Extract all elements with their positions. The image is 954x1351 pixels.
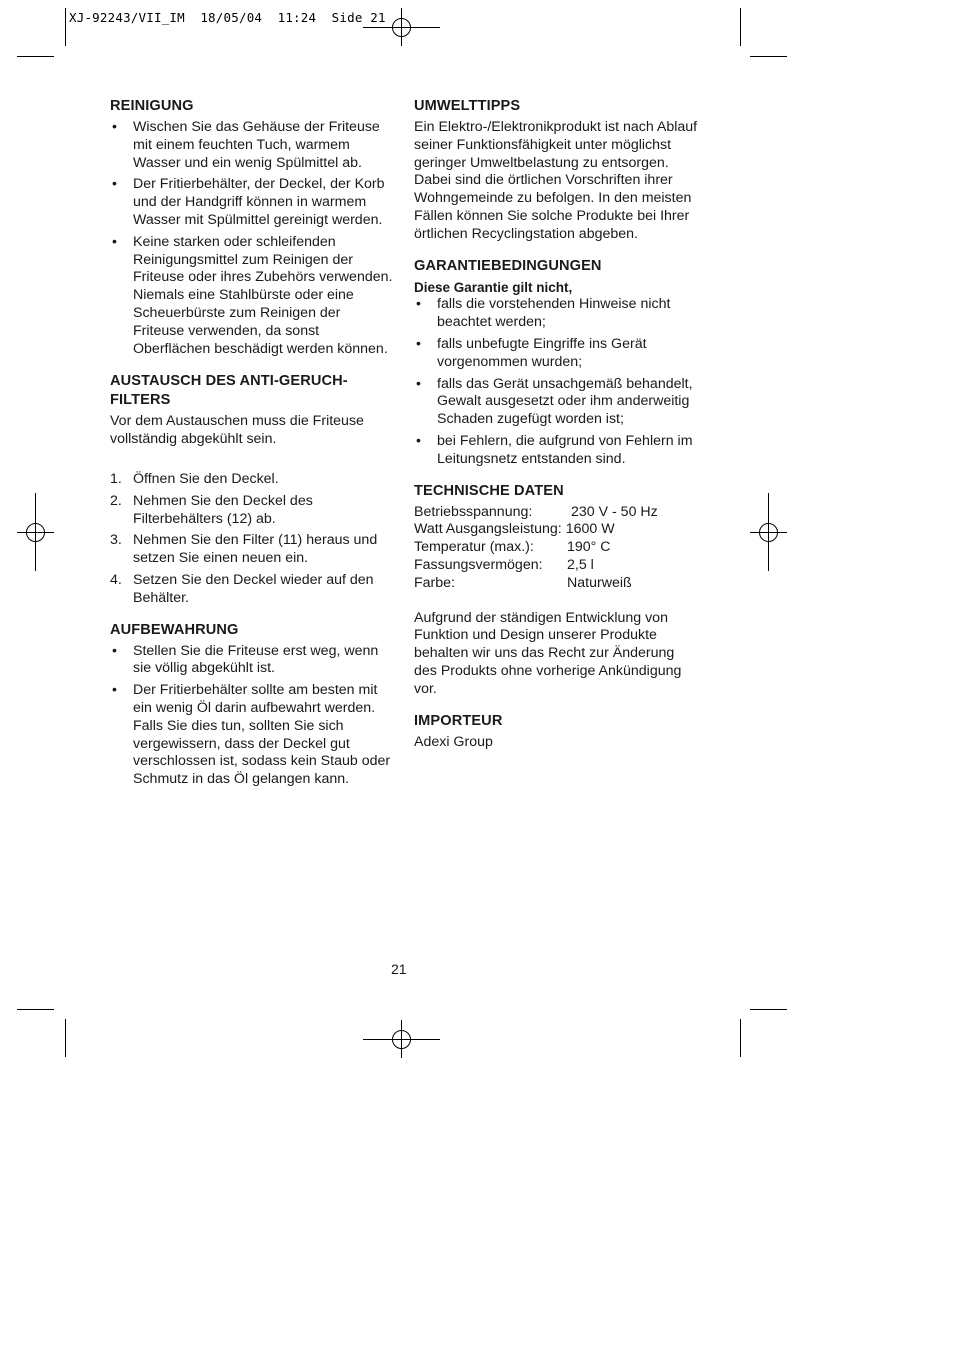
list-item: [110, 471, 395, 489]
spec-table: [414, 504, 658, 593]
heading-line: AUSTAUSCH DES ANTI-GERUCH-: [110, 373, 348, 390]
bullet-list: [110, 643, 395, 789]
step-number: 2.: [110, 492, 122, 509]
intro-text: Vor dem Austauschen muss die Friteuse vollständig abgekühlt sein.: [110, 413, 364, 448]
table-row: [414, 575, 658, 593]
list-item: [110, 493, 395, 529]
list-item: • Keine starken oder schleifenden Reinigungsmittel zum Reinigen der Friteuse oder ihres Zubehörs verwenden. Niemals eine Stahlbürste oder eine Scheuerbürste zum Reinigen der Friteuse verwenden, da sonst Oberflächen beschädigt werden können.: [110, 234, 395, 359]
sub-heading: Diese Garantie gilt nicht,: [414, 279, 573, 295]
section-garantie: [414, 257, 699, 469]
spec-value: [567, 574, 658, 593]
spec-value: [567, 556, 658, 575]
bullet-list: [110, 119, 395, 358]
section-heading: REINIGUNG: [110, 98, 194, 114]
table-row: [414, 539, 658, 557]
step-text: Nehmen Sie den Filter (11) heraus und setzen Sie einen neuen ein.: [133, 532, 378, 567]
spec-label: Farbe:: [414, 574, 456, 591]
step-number: 3.: [110, 532, 122, 549]
list-item: • bei Fehlern, die aufgrund von Fehlern im Leitungsnetz entstanden sind.: [414, 433, 699, 469]
section-heading: UMWELTTIPPS: [414, 98, 521, 114]
list-item: [110, 572, 395, 608]
step-text: Nehmen Sie den Deckel des Filterbehälters (12) ab.: [133, 492, 313, 527]
spec-value-text: Naturweiß: [567, 574, 632, 591]
left-column: [110, 97, 395, 802]
body-text: Aufgrund der ständigen Entwicklung von Funktion und Design unserer Produkte behalten wir uns das Recht zur Änderung des Produkts ohne vorherige Ankündigung vor.: [414, 609, 682, 697]
body-text: Adexi Group: [414, 733, 493, 750]
step-text: Setzen Sie den Deckel wieder auf den Behälter.: [133, 571, 374, 606]
body-text: Ein Elektro-/Elektronikprodukt ist nach Ablauf seiner Funktionsfähigkeit unter möglichst geringer Umweltbelastung zu entsorgen. Dabei sind die örtlichen Vorschriften ihrer Wohngemeinde zu befolgen. In den meisten Fällen können Sie solche Produkte bei Ihrer örtlichen Recyclingstation abgeben.: [414, 119, 698, 242]
bullet-list: [414, 296, 699, 468]
list-item: • Stellen Sie die Friteuse erst weg, wenn sie völlig abgekühlt ist.: [110, 643, 395, 679]
spec-value: 1600 W: [565, 521, 615, 538]
section-technische-daten: [414, 482, 699, 699]
list-item: • falls unbefugte Eingriffe ins Gerät vorgenommen wurden;: [414, 336, 699, 372]
list-item: • Wischen Sie das Gehäuse der Friteuse mit einem feuchten Tuch, warmem Wasser und ein wenig Spülmittel ab.: [110, 119, 395, 172]
spec-value-text: 190° C: [567, 539, 611, 556]
spec-value-text: 2,5 l: [567, 556, 594, 573]
section-importeur: [414, 712, 699, 752]
spec-row-text: [414, 521, 658, 539]
table-row: [414, 557, 658, 575]
spec-value: [567, 539, 658, 557]
numbered-list: [110, 471, 395, 608]
spec-label: Betriebsspannung:: [414, 503, 533, 520]
section-heading: [110, 372, 395, 410]
section-heading: GARANTIEBEDINGUNGEN: [414, 257, 602, 274]
spec-label: Watt Ausgangsleistung:: [414, 521, 562, 538]
list-item: • falls die vorstehenden Hinweise nicht beachtet werden;: [414, 296, 699, 332]
list-item: • Der Fritierbehälter sollte am besten mit ein wenig Öl darin aufbewahrt werden. Falls Sie dies tun, sollten Sie sich vergewissern, dass der Deckel gut verschlossen ist, sodass kein Staub oder Schmutz in das Öl gelangen kann.: [110, 682, 395, 789]
section-heading: IMPORTEUR: [414, 712, 503, 729]
list-item: • falls das Gerät unsachgemäß behandelt, Gewalt ausgesetzt oder ihm anderweitig Schaden zugefügt worden ist;: [414, 376, 699, 429]
page-number: 21: [391, 961, 407, 977]
step-number: 4.: [110, 571, 122, 588]
print-slug: XJ-92243/VII_IM 18/05/04 11:24 Side 21: [69, 10, 386, 25]
list-item: [110, 532, 395, 568]
spec-label: Fassungsvermögen:: [414, 556, 543, 573]
heading-line: FILTERS: [110, 392, 171, 409]
section-reinigung: [110, 97, 395, 358]
table-row: [414, 504, 658, 522]
spec-label: Temperatur (max.):: [414, 539, 534, 556]
section-aufbewahrung: [110, 621, 395, 789]
step-text: Öffnen Sie den Deckel.: [133, 470, 279, 487]
section-heading: TECHNISCHE DATEN: [414, 482, 564, 499]
list-item: • Der Fritierbehälter, der Deckel, der Korb und der Handgriff können in warmem Wasser mit Spülmittel gereinigt werden.: [110, 176, 395, 229]
right-column: [414, 97, 699, 764]
section-umwelttipps: [414, 97, 699, 244]
spec-value: 230 V - 50 Hz: [571, 503, 658, 520]
table-row: [414, 521, 658, 539]
section-austausch: [110, 372, 395, 607]
section-heading: AUFBEWAHRUNG: [110, 621, 239, 638]
step-number: 1.: [110, 470, 122, 487]
